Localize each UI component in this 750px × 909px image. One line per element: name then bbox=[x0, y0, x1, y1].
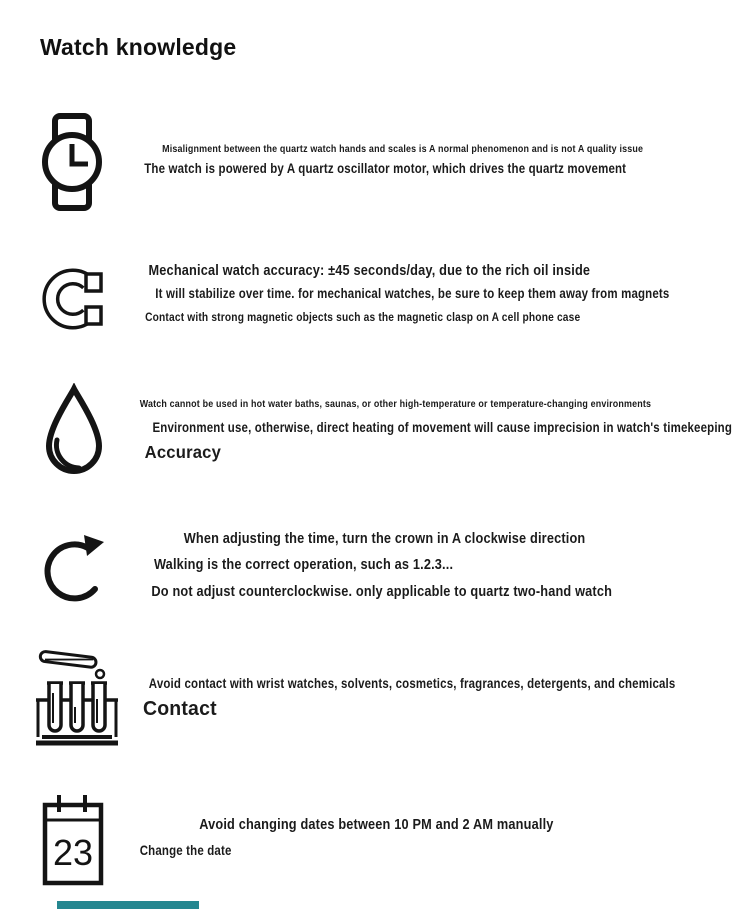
section-text-line: Environment use, otherwise, direct heating of movement will cause imprecision in watch's timekeeping bbox=[152, 420, 733, 436]
section-text-line: Accuracy bbox=[144, 441, 222, 462]
calendar-icon bbox=[40, 788, 106, 890]
section-date-change bbox=[138, 816, 627, 859]
magnet-icon bbox=[36, 262, 110, 336]
section-crown-adjustment bbox=[148, 530, 694, 600]
section-text-line: Misalignment between the quartz watch hands and scales is A normal phenomenon and is not A quality issue bbox=[162, 143, 644, 155]
accent-bar bbox=[57, 901, 199, 909]
section-text-line: Avoid changing dates between 10 PM and 2 AM manually bbox=[199, 816, 554, 833]
section-temperature bbox=[138, 398, 750, 462]
section-text-line: The watch is powered by A quartz oscillator motor, which drives the quartz movement bbox=[144, 161, 627, 177]
section-quartz-movement bbox=[140, 143, 732, 177]
water-drop-icon bbox=[38, 383, 110, 481]
test-tubes-icon bbox=[33, 643, 121, 749]
section-text-line: Avoid contact with wrist watches, solvents, cosmetics, fragrances, detergents, and chemicals bbox=[148, 676, 676, 691]
section-text-line: Change the date bbox=[139, 843, 232, 859]
section-text-line: It will stabilize over time. for mechanical watches, be sure to keep them away from magnets bbox=[155, 286, 670, 302]
clockwise-arrow-icon bbox=[40, 524, 106, 610]
section-chemicals bbox=[142, 676, 750, 720]
section-text-line: Walking is the correct operation, such as 1.2.3... bbox=[153, 556, 454, 574]
section-text-line: When adjusting the time, turn the crown in A clockwise direction bbox=[183, 530, 586, 547]
section-magnetism bbox=[140, 262, 750, 325]
section-text-line: Contact with strong magnetic objects such as the magnetic clasp on A cell phone case bbox=[145, 309, 581, 324]
section-text-line: Contact bbox=[142, 696, 217, 720]
page-title: Watch knowledge bbox=[40, 34, 237, 60]
section-text-line: Do not adjust counterclockwise. only applicable to quartz two-hand watch bbox=[151, 582, 613, 600]
calendar-day-number: 23 bbox=[52, 832, 94, 873]
wristwatch-icon bbox=[38, 112, 106, 212]
section-text-line: Watch cannot be used in hot water baths, saunas, or other high-temperature or temperature-changing environments bbox=[139, 398, 652, 410]
section-text-line: Mechanical watch accuracy: ±45 seconds/day, due to the rich oil inside bbox=[148, 262, 591, 279]
